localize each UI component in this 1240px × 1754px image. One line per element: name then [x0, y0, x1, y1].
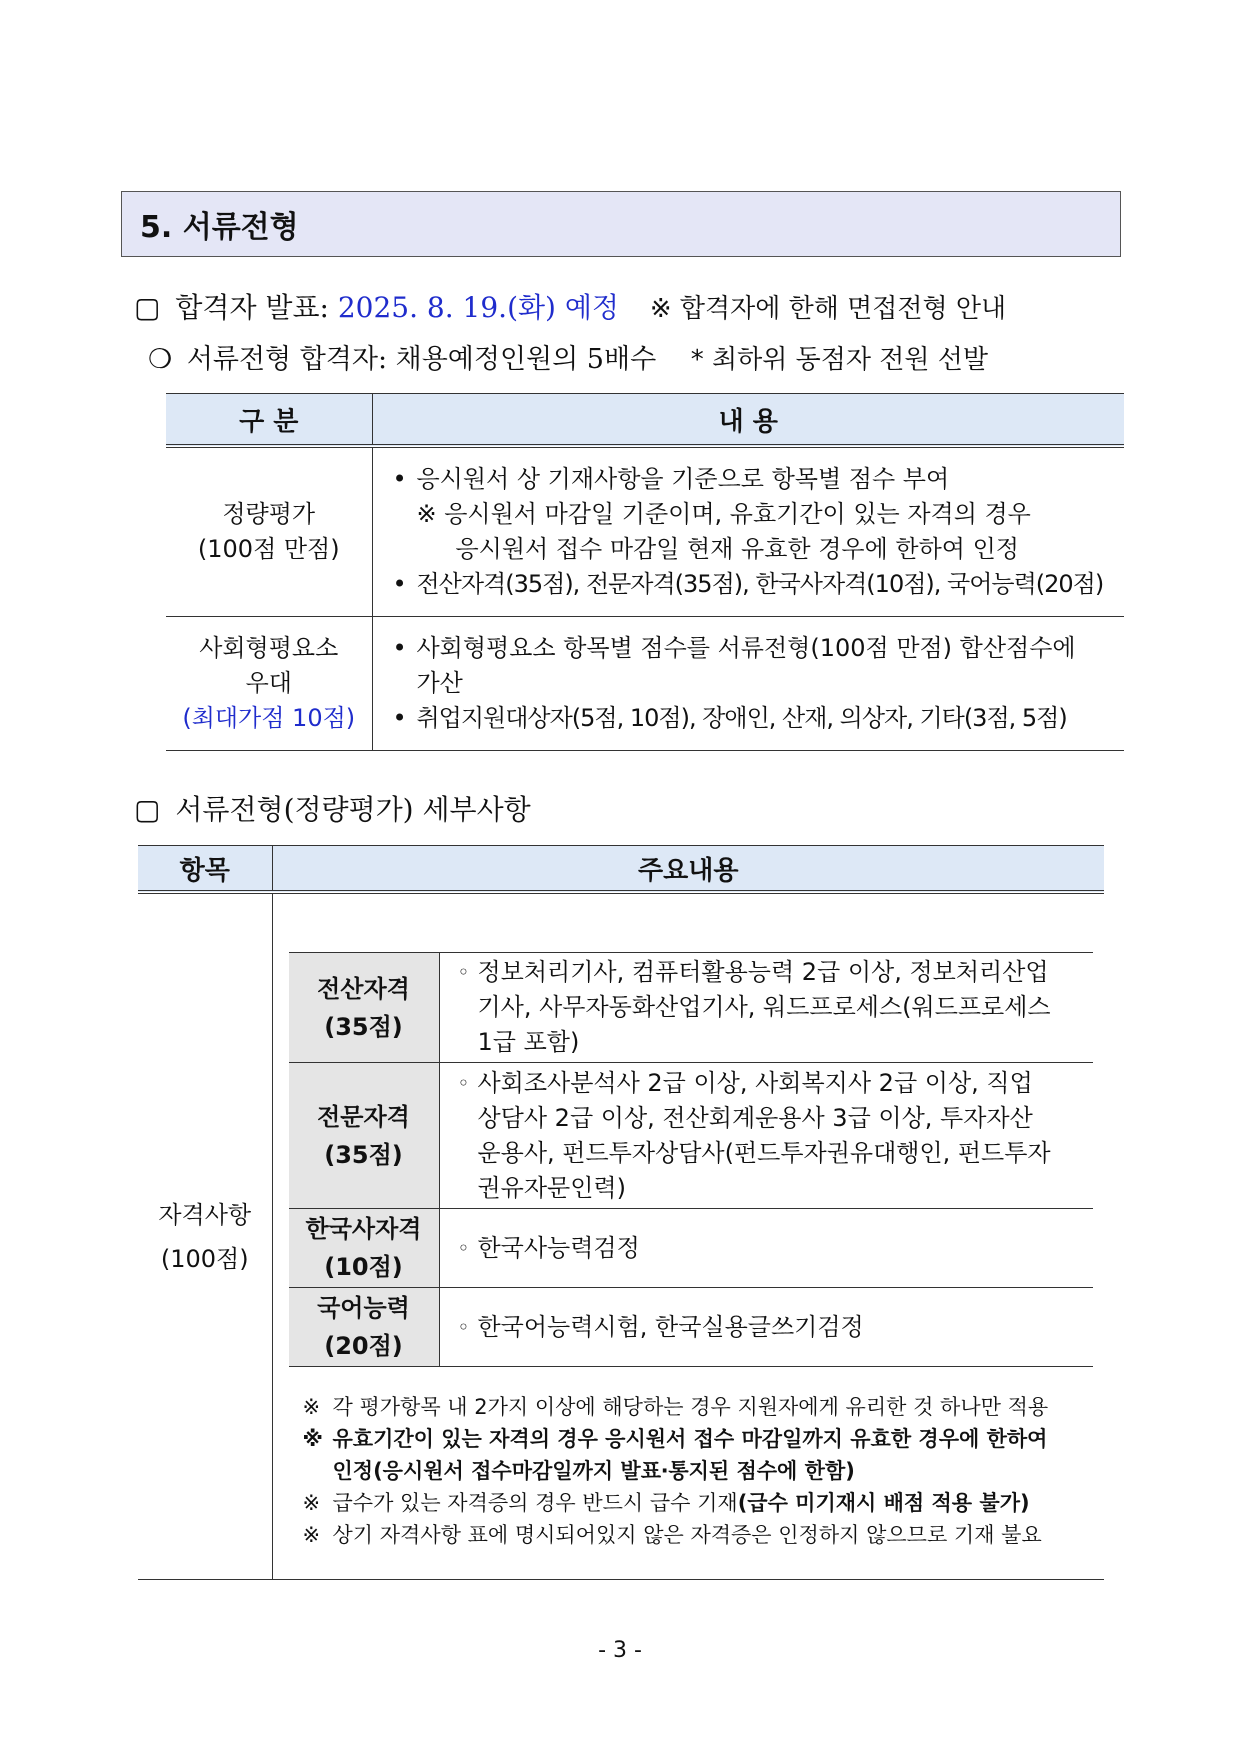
row-label-main-2: 우대: [245, 668, 292, 697]
note-item: ※ 각 평가항목 내 2가지 이상에 해당하는 경우 지원자에게 유리한 것 하나만 적용: [302, 1395, 1049, 1419]
section2-heading: [134, 788, 531, 828]
note-item: ※ 유효기간이 있는 자격의 경우 응시원서 접수 마감일까지 유효한 경우에 한하여: [302, 1427, 1048, 1451]
criteria-note: * 최하위 동점자 전원 선발: [690, 345, 988, 375]
table-row: [166, 616, 1124, 750]
header-main: 주요내용: [272, 846, 1104, 893]
header-category: 구 분: [166, 394, 372, 447]
qualification-row: [289, 1288, 1093, 1367]
qualification-category: 한국사자격 (10점): [289, 1209, 440, 1288]
qualification-list: ◦ 한국어능력시험, 한국실용글쓰기검정: [439, 1288, 1093, 1367]
criteria-text: 서류전형 합격자: 채용예정인원의 5배수: [186, 344, 657, 375]
list-item: • 사회형평요소 항목별 점수를 서류전형(100점 만점) 합산점수에 가산: [392, 633, 1076, 697]
section-header: [121, 191, 1121, 257]
list-item: • 응시원서 상 기재사항을 기준으로 항목별 점수 부여: [392, 464, 950, 493]
qualification-category: 전문자격 (35점): [289, 1063, 440, 1209]
list-item: • 전산자격(35점), 전문자격(35점), 한국사자격(10점), 국어능력(20점): [392, 569, 1104, 598]
announce-label: 합격자 발표:: [175, 291, 329, 324]
qualification-table: [289, 952, 1093, 1367]
note-item: ※ 급수가 있는 자격증의 경우 반드시 급수 기재 (급수 미기재시 배점 적용 불가): [302, 1491, 1030, 1515]
checkbox-icon: ▢: [134, 291, 161, 324]
row-content: [372, 446, 1124, 616]
qualification-list: ◦ 정보처리기사, 컴퓨터활용능력 2급 이상, 정보처리산업 기사, 사무자동화산업기사, 워드프로세스(워드프로세스 1급 포함): [439, 953, 1093, 1063]
row-label-sub: (100점): [160, 1244, 249, 1273]
list-note: ※ 응시원서 마감일 기준이며, 유효기간이 있는 자격의 경우: [416, 499, 1031, 528]
note-item: ※ 상기 자격사항 표에 명시되어있지 않은 자격증은 인정하지 않으므로 기재 불요: [302, 1523, 1042, 1547]
qualification-row: [289, 1209, 1093, 1288]
section-title: 5. 서류전형: [140, 210, 299, 245]
row-label-main: 정량평가: [222, 499, 316, 528]
circle-bullet-icon: ❍: [148, 344, 173, 375]
notes-block: [303, 1391, 1105, 1551]
section2-title: 서류전형(정량평가) 세부사항: [175, 793, 531, 826]
row-label-sub: (최대가점 10점): [182, 703, 356, 732]
announce-line: [134, 286, 1006, 326]
header-content: 내 용: [372, 394, 1124, 447]
qualification-list: ◦ 사회조사분석사 2급 이상, 사회복지사 2급 이상, 직업 상담사 2급 이상, 전산회계운용사 3급 이상, 투자자산 운용사, 펀드투자상담사(펀드투자권유대행인, 펀드투자 권유자문인력): [439, 1063, 1093, 1209]
qualification-category: 전산자격 (35점): [289, 953, 440, 1063]
row-label-sub: (100점 만점): [197, 534, 340, 563]
qualification-list: ◦ 한국사능력검정: [439, 1209, 1093, 1288]
table-header-row: [166, 394, 1124, 447]
checkbox-icon: ▢: [134, 793, 161, 826]
table-row: [138, 892, 1104, 1580]
row-label-main: 자격사항: [158, 1200, 252, 1229]
criteria-line: [148, 337, 988, 376]
row-label: [166, 616, 372, 750]
qualification-row: [289, 1063, 1093, 1209]
detail-table: [138, 845, 1104, 1580]
row-label: [166, 446, 372, 616]
qualification-row: [289, 953, 1093, 1063]
table-header-row: [138, 846, 1104, 893]
evaluation-table: [166, 393, 1124, 751]
table-row: [166, 446, 1124, 616]
row-label: [138, 892, 272, 1580]
header-item: 항목: [138, 846, 272, 893]
qualification-category: 국어능력 (20점): [289, 1288, 440, 1367]
list-note-cont: 응시원서 접수 마감일 현재 유효한 경우에 한하여 인정: [455, 534, 1019, 563]
row-content: [272, 892, 1104, 1580]
row-label-main: 사회형평요소: [199, 633, 339, 662]
row-content: [372, 616, 1124, 750]
announce-note: ※ 합격자에 한해 면접전형 안내: [649, 294, 1007, 324]
note-item-cont: 인정(응시원서 접수마감일까지 발표‧통지된 점수에 한함): [332, 1459, 855, 1483]
list-item: • 취업지원대상자(5점, 10점), 장애인, 산재, 의상자, 기타(3점, 5점): [392, 703, 1067, 732]
announce-date: 2025. 8. 19.(화) 예정: [337, 291, 619, 324]
page-number: - 3 -: [598, 1638, 642, 1663]
